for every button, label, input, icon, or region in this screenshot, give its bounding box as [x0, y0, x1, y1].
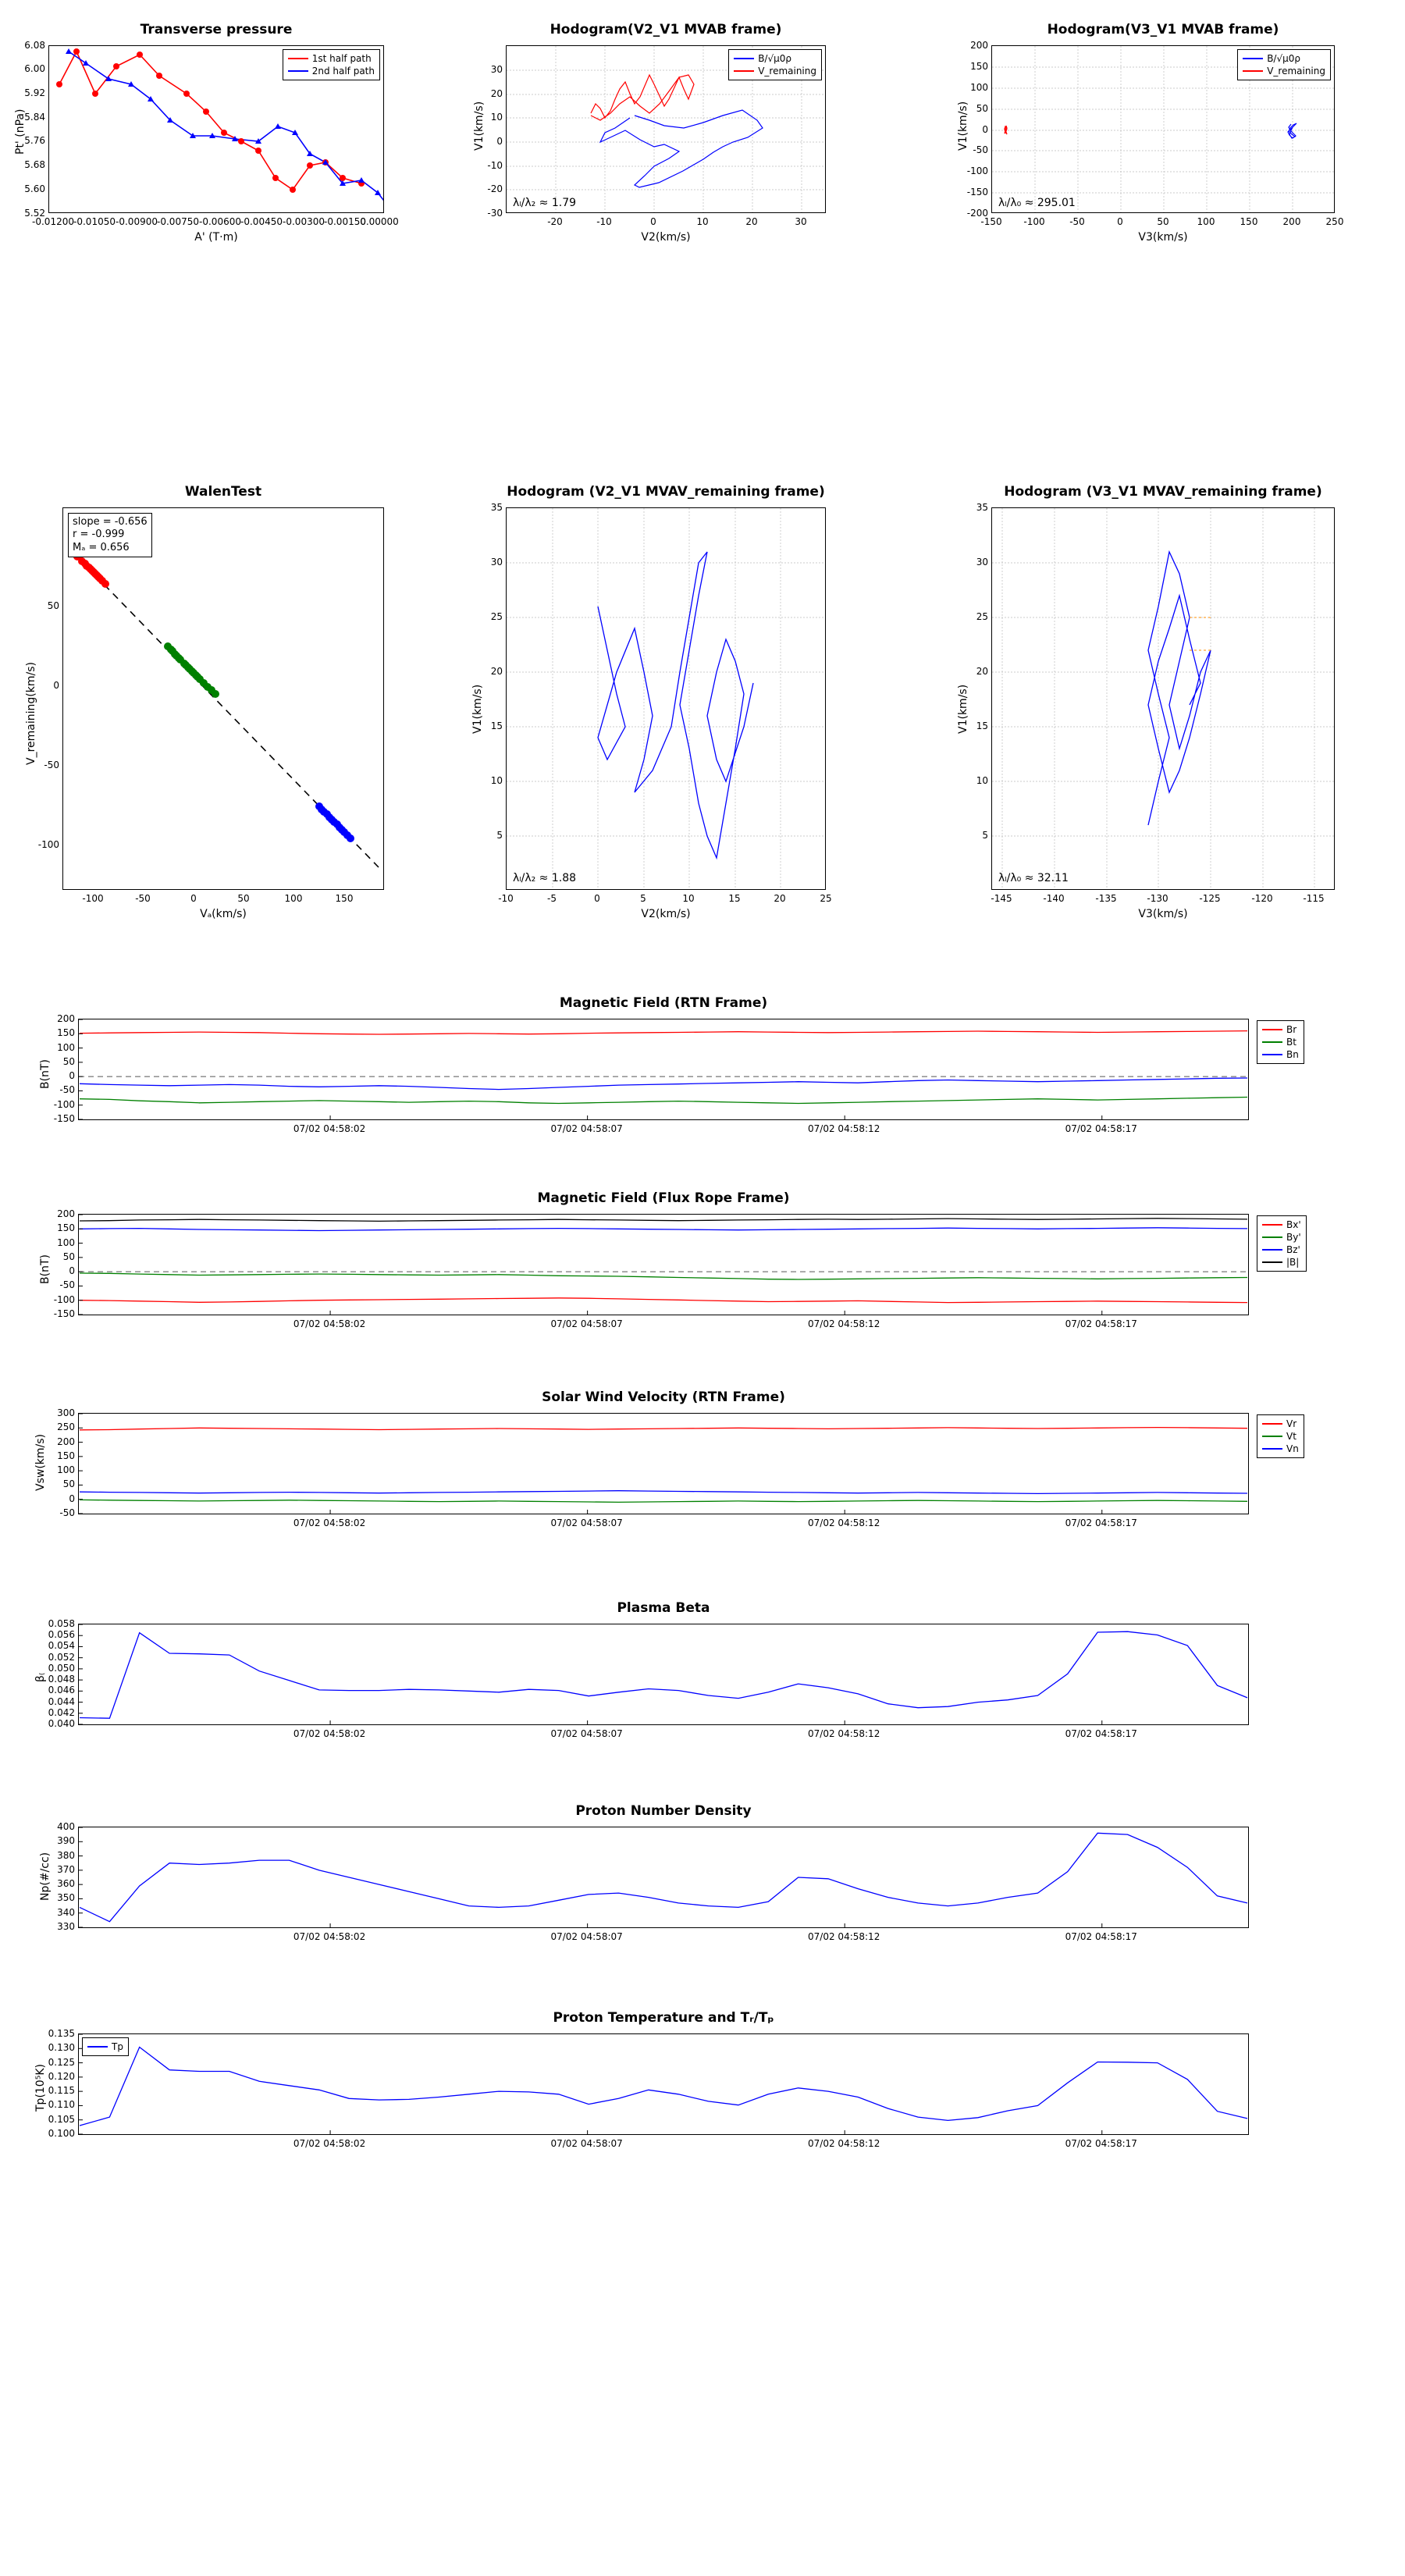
plot-area: [78, 1413, 1249, 1514]
y-tick: 0: [69, 1493, 75, 1504]
x-tick: 07/02 04:58:17: [1065, 2138, 1137, 2149]
y-tick: 0.105: [48, 2113, 75, 2125]
x-tick: 07/02 04:58:17: [1065, 1123, 1137, 1134]
x-tick: 0: [1117, 216, 1123, 227]
y-axis-label: V_remaining(km/s): [25, 662, 37, 765]
y-axis-label: B(nT): [39, 1254, 52, 1284]
y-tick: -200: [966, 208, 988, 219]
chart-title: Solar Wind Velocity (RTN Frame): [542, 1389, 785, 1405]
panel-magnetic-field-flux-rope: [39, 1190, 1301, 1329]
legend-label: 2nd half path: [311, 66, 375, 76]
legend-label: |B|: [1286, 1257, 1300, 1268]
x-tick: -0.00450: [240, 216, 283, 227]
x-tick: -150: [980, 216, 1002, 227]
y-tick: 0.056: [48, 1629, 75, 1641]
y-tick: 10: [976, 775, 988, 786]
x-tick: 07/02 04:58:02: [293, 2138, 366, 2149]
y-tick: 350: [57, 1892, 75, 1904]
chart-title: Proton Temperature and Tᵣ/Tₚ: [553, 2010, 774, 2026]
chart-title: Proton Number Density: [575, 1803, 752, 1819]
x-tick: 200: [1282, 216, 1301, 227]
x-tick: 07/02 04:58:07: [550, 1728, 623, 1739]
legend: [283, 49, 380, 80]
y-tick: 200: [57, 1436, 75, 1447]
legend: [728, 49, 822, 80]
x-tick: 07/02 04:58:17: [1065, 1318, 1137, 1329]
x-tick: -145: [991, 893, 1012, 904]
x-axis-label: V2(km/s): [641, 908, 691, 920]
y-tick: 0.050: [48, 1662, 75, 1674]
y-tick: 0.040: [48, 1718, 75, 1729]
x-tick: 10: [696, 216, 709, 227]
y-tick: 200: [57, 1208, 75, 1219]
y-tick: 10: [490, 775, 503, 786]
x-tick: 250: [1325, 216, 1344, 227]
panel-hodogram-v3v1-mvab: [957, 22, 1344, 244]
eigenvalue-ratio-annotation: λₗ/λ₀ ≈ 32.11: [998, 872, 1069, 884]
y-tick: 150: [57, 1450, 75, 1461]
x-tick: 20: [774, 893, 786, 904]
y-tick: 0: [69, 1070, 75, 1082]
x-tick: -0.01050: [73, 216, 116, 227]
y-tick: 50: [62, 1055, 75, 1067]
plot-area: [506, 45, 826, 213]
y-tick: -150: [966, 187, 988, 197]
y-tick: 0: [982, 124, 988, 135]
y-axis-label: Vsw(km/s): [34, 1433, 47, 1491]
legend-label: B/√μ0ρ: [1267, 53, 1300, 64]
chart-title: Hodogram (V2_V1 MVAV_remaining frame): [507, 484, 825, 500]
plot-area: [78, 1624, 1249, 1725]
x-tick: 07/02 04:58:07: [550, 2138, 623, 2149]
y-tick: 150: [57, 1027, 75, 1039]
x-tick: -10: [596, 216, 612, 227]
x-tick: 07/02 04:58:12: [808, 1728, 880, 1739]
y-tick: 30: [490, 64, 503, 75]
x-tick: -0.01200: [32, 216, 74, 227]
y-tick: 20: [490, 666, 503, 677]
y-axis-label: Np(#/cc): [39, 1852, 52, 1901]
y-tick: 5.60: [24, 183, 45, 194]
y-tick: 0.044: [48, 1695, 75, 1707]
x-tick: -100: [1023, 216, 1045, 227]
y-tick: 400: [57, 1821, 75, 1832]
y-axis-label: V1(km/s): [957, 684, 969, 734]
x-axis-label: V2(km/s): [641, 231, 691, 244]
y-tick: 20: [490, 88, 503, 99]
y-tick: 5: [496, 830, 503, 841]
slope-value: slope = -0.656: [73, 516, 148, 528]
y-axis-label: B(nT): [39, 1059, 52, 1089]
y-tick: 5: [982, 830, 988, 841]
legend-label: B/√μ0ρ: [758, 53, 791, 64]
x-tick: 07/02 04:58:07: [550, 1318, 623, 1329]
y-tick: 100: [57, 1464, 75, 1476]
x-tick: 07/02 04:58:02: [293, 1123, 366, 1134]
x-tick: 0.00000: [360, 216, 399, 227]
y-tick: -100: [966, 165, 988, 176]
legend-label: Bn: [1286, 1049, 1299, 1060]
ma-value: Mₐ = 0.656: [73, 541, 130, 553]
x-tick: -120: [1251, 893, 1273, 904]
y-tick: 100: [970, 82, 988, 93]
y-tick: 0.100: [48, 2128, 75, 2139]
y-tick: 0.125: [48, 2056, 75, 2068]
x-tick: 07/02 04:58:12: [808, 1318, 880, 1329]
legend-label: Vn: [1286, 1443, 1299, 1454]
y-tick: 200: [57, 1013, 75, 1024]
x-tick: 07/02 04:58:17: [1065, 1728, 1137, 1739]
panel-plasma-beta: [34, 1600, 1249, 1739]
plot-area: [78, 1019, 1249, 1120]
y-tick: 5.76: [24, 135, 45, 146]
plot-area: [991, 507, 1335, 890]
eigenvalue-ratio-annotation: λₗ/λ₀ ≈ 295.01: [998, 197, 1076, 209]
x-tick: 0: [594, 893, 600, 904]
y-tick: 35: [490, 502, 503, 513]
y-tick: 380: [57, 1849, 75, 1861]
plot-area: [78, 2033, 1249, 2135]
x-tick: 07/02 04:58:07: [550, 1517, 623, 1528]
legend-label: Vt: [1286, 1431, 1297, 1442]
legend: [1257, 1414, 1304, 1458]
x-tick: -0.00900: [116, 216, 158, 227]
legend: [82, 2037, 129, 2056]
chart-title: Plasma Beta: [617, 1600, 710, 1616]
y-tick: 0.052: [48, 1651, 75, 1663]
x-tick: 15: [728, 893, 741, 904]
x-tick: 07/02 04:58:17: [1065, 1517, 1137, 1528]
x-tick: -100: [82, 893, 104, 904]
x-tick: -20: [547, 216, 563, 227]
y-tick: -50: [44, 760, 59, 770]
plot-area: [62, 507, 384, 890]
legend-label: V_remaining: [1267, 66, 1325, 76]
y-tick: 0: [53, 680, 59, 691]
y-axis-label: Tp(10⁵K): [34, 2064, 47, 2112]
y-tick: 0: [69, 1265, 75, 1277]
panel-walen-test: [25, 484, 384, 920]
x-tick: 07/02 04:58:02: [293, 1728, 366, 1739]
series-lines: [79, 1019, 1248, 1119]
x-tick: -0.00600: [199, 216, 241, 227]
x-tick: 07/02 04:58:12: [808, 1931, 880, 1942]
y-tick: 5.92: [24, 87, 45, 98]
y-tick: -50: [59, 1507, 75, 1518]
chart-title: WalenTest: [184, 484, 262, 500]
y-tick: 6.08: [24, 40, 45, 51]
x-tick: -0.00750: [157, 216, 199, 227]
y-tick: 250: [57, 1421, 75, 1433]
y-tick: -150: [53, 1113, 75, 1124]
y-tick: 10: [490, 112, 503, 123]
legend-label: By': [1286, 1232, 1301, 1243]
y-tick: -100: [53, 1293, 75, 1305]
y-tick: 0.110: [48, 2099, 75, 2111]
x-tick: 07/02 04:58:02: [293, 1318, 366, 1329]
y-tick: 390: [57, 1835, 75, 1847]
legend-label: Bx': [1286, 1219, 1301, 1230]
series-lines: [79, 1414, 1248, 1514]
eigenvalue-ratio-annotation: λₗ/λ₂ ≈ 1.88: [513, 872, 577, 884]
y-tick: 25: [490, 611, 503, 622]
y-tick: 0: [496, 136, 503, 147]
r-value: r = -0.999: [73, 528, 125, 541]
y-axis-label: V1(km/s): [473, 101, 486, 151]
y-tick: -10: [487, 160, 503, 171]
y-tick: -50: [973, 144, 988, 155]
x-tick: 07/02 04:58:12: [808, 1123, 880, 1134]
y-tick: 0.048: [48, 1674, 75, 1685]
y-tick: -50: [59, 1279, 75, 1291]
x-tick: 07/02 04:58:12: [808, 1517, 880, 1528]
x-tick: 07/02 04:58:17: [1065, 1931, 1137, 1942]
y-tick: 20: [976, 666, 988, 677]
y-tick: 5.84: [24, 112, 45, 123]
series-lines: [79, 1624, 1248, 1724]
y-tick: 50: [976, 103, 988, 114]
x-tick: -140: [1043, 893, 1065, 904]
y-axis-label: Pt' (nPa): [14, 109, 27, 155]
x-tick: 150: [335, 893, 354, 904]
y-tick: 50: [62, 1251, 75, 1262]
legend: [1257, 1215, 1307, 1272]
legend-label: V_remaining: [758, 66, 816, 76]
y-tick: 150: [970, 61, 988, 72]
y-tick: 5.68: [24, 159, 45, 170]
x-tick: 150: [1240, 216, 1258, 227]
x-axis-label: V3(km/s): [1138, 908, 1188, 920]
y-tick: 0.046: [48, 1685, 75, 1696]
y-tick: 35: [976, 502, 988, 513]
x-axis-label: Vₐ(km/s): [200, 908, 247, 920]
y-tick: -20: [487, 183, 503, 194]
plot-area: [78, 1214, 1249, 1315]
y-tick: 0.120: [48, 2070, 75, 2082]
x-tick: 0: [190, 893, 197, 904]
series-lines: [79, 1827, 1248, 1927]
y-tick: 0.115: [48, 2085, 75, 2097]
panel-hodogram-v2v1-mvav: [471, 484, 832, 920]
x-axis-label: A' (T·m): [194, 231, 238, 244]
panel-magnetic-field-rtn: [39, 995, 1299, 1134]
x-tick: 07/02 04:58:12: [808, 2138, 880, 2149]
y-tick: 0.130: [48, 2042, 75, 2054]
y-axis-label: β₍: [34, 1672, 47, 1682]
y-tick: 370: [57, 1863, 75, 1875]
chart-title: Hodogram(V2_V1 MVAB frame): [550, 22, 782, 37]
x-tick: 0: [650, 216, 656, 227]
y-tick: 15: [976, 720, 988, 731]
y-tick: 30: [976, 557, 988, 568]
legend-label: Tp: [112, 2041, 123, 2052]
y-axis-label: V1(km/s): [471, 684, 484, 734]
x-tick: 30: [795, 216, 807, 227]
x-tick: 5: [640, 893, 646, 904]
y-tick: 200: [970, 40, 988, 51]
y-tick: -150: [53, 1308, 75, 1319]
legend-label: Bz': [1286, 1244, 1300, 1255]
eigenvalue-ratio-annotation: λₗ/λ₂ ≈ 1.79: [513, 197, 577, 209]
x-tick: -115: [1303, 893, 1325, 904]
y-tick: 0.058: [48, 1618, 75, 1629]
legend-label: Vr: [1286, 1418, 1297, 1429]
legend-label: 1st half path: [311, 53, 372, 64]
y-tick: 330: [57, 1921, 75, 1932]
series-lines: [79, 2034, 1248, 2134]
x-tick: -0.00300: [283, 216, 325, 227]
y-tick: 360: [57, 1878, 75, 1890]
y-tick: 340: [57, 1906, 75, 1918]
plot-area: [48, 45, 384, 213]
x-tick: 07/02 04:58:02: [293, 1931, 366, 1942]
panel-hodogram-v2v1-mvab: [473, 22, 826, 244]
chart-title: Magnetic Field (Flux Rope Frame): [537, 1190, 790, 1206]
chart-title: Hodogram(V3_V1 MVAB frame): [1047, 22, 1279, 37]
panel-transverse-pressure: [14, 22, 399, 244]
y-tick: -50: [59, 1084, 75, 1096]
x-tick: 07/02 04:58:02: [293, 1517, 366, 1528]
x-tick: -125: [1199, 893, 1221, 904]
y-tick: 0.054: [48, 1640, 75, 1652]
panel-proton-number-density: [39, 1803, 1249, 1942]
y-tick: 15: [490, 720, 503, 731]
chart-title: Magnetic Field (RTN Frame): [559, 995, 768, 1011]
y-tick: 30: [490, 557, 503, 568]
plot-area: [991, 45, 1335, 213]
x-tick: -50: [135, 893, 151, 904]
x-axis-label: V3(km/s): [1138, 231, 1188, 244]
series-lines: [79, 1215, 1248, 1315]
walen-fit-box: [68, 513, 152, 557]
panel-solar-wind-velocity: [34, 1389, 1299, 1528]
x-tick: 07/02 04:58:07: [550, 1123, 623, 1134]
y-tick: 0.135: [48, 2028, 75, 2039]
x-tick: 50: [1157, 216, 1169, 227]
series-lines: [992, 508, 1335, 890]
y-tick: 100: [57, 1236, 75, 1248]
panel-proton-temperature: [34, 2010, 1249, 2149]
y-tick: 50: [47, 600, 59, 611]
x-tick: -135: [1095, 893, 1117, 904]
x-tick: 100: [284, 893, 303, 904]
x-tick: 25: [820, 893, 832, 904]
x-tick: -130: [1147, 893, 1168, 904]
y-tick: -30: [487, 208, 503, 219]
y-tick: -100: [37, 839, 59, 850]
chart-title: Transverse pressure: [140, 22, 293, 37]
x-tick: -10: [498, 893, 514, 904]
x-tick: 20: [745, 216, 758, 227]
y-axis-label: V1(km/s): [957, 101, 969, 151]
legend-label: Bt: [1286, 1037, 1297, 1048]
x-tick: -0.00150: [324, 216, 366, 227]
x-tick: -5: [547, 893, 557, 904]
plot-area: [78, 1827, 1249, 1928]
series-lines: [507, 508, 826, 890]
y-tick: 5.52: [24, 208, 45, 219]
x-tick: -50: [1069, 216, 1085, 227]
x-tick: 50: [237, 893, 250, 904]
y-tick: 50: [62, 1478, 75, 1490]
y-tick: 150: [57, 1222, 75, 1234]
fit-and-points: [63, 508, 384, 890]
y-tick: 100: [57, 1041, 75, 1053]
y-tick: 6.00: [24, 63, 45, 74]
y-tick: 0.042: [48, 1706, 75, 1718]
plot-area: [506, 507, 826, 890]
chart-title: Hodogram (V3_V1 MVAV_remaining frame): [1004, 484, 1322, 500]
legend-label: Br: [1286, 1024, 1297, 1035]
legend: [1257, 1020, 1304, 1064]
panel-hodogram-v3v1-mvav: [957, 484, 1335, 920]
x-tick: 07/02 04:58:07: [550, 1931, 623, 1942]
x-tick: 100: [1197, 216, 1215, 227]
y-tick: 25: [976, 611, 988, 622]
y-tick: 300: [57, 1407, 75, 1418]
y-tick: -100: [53, 1098, 75, 1110]
x-tick: 10: [682, 893, 695, 904]
legend: [1237, 49, 1331, 80]
